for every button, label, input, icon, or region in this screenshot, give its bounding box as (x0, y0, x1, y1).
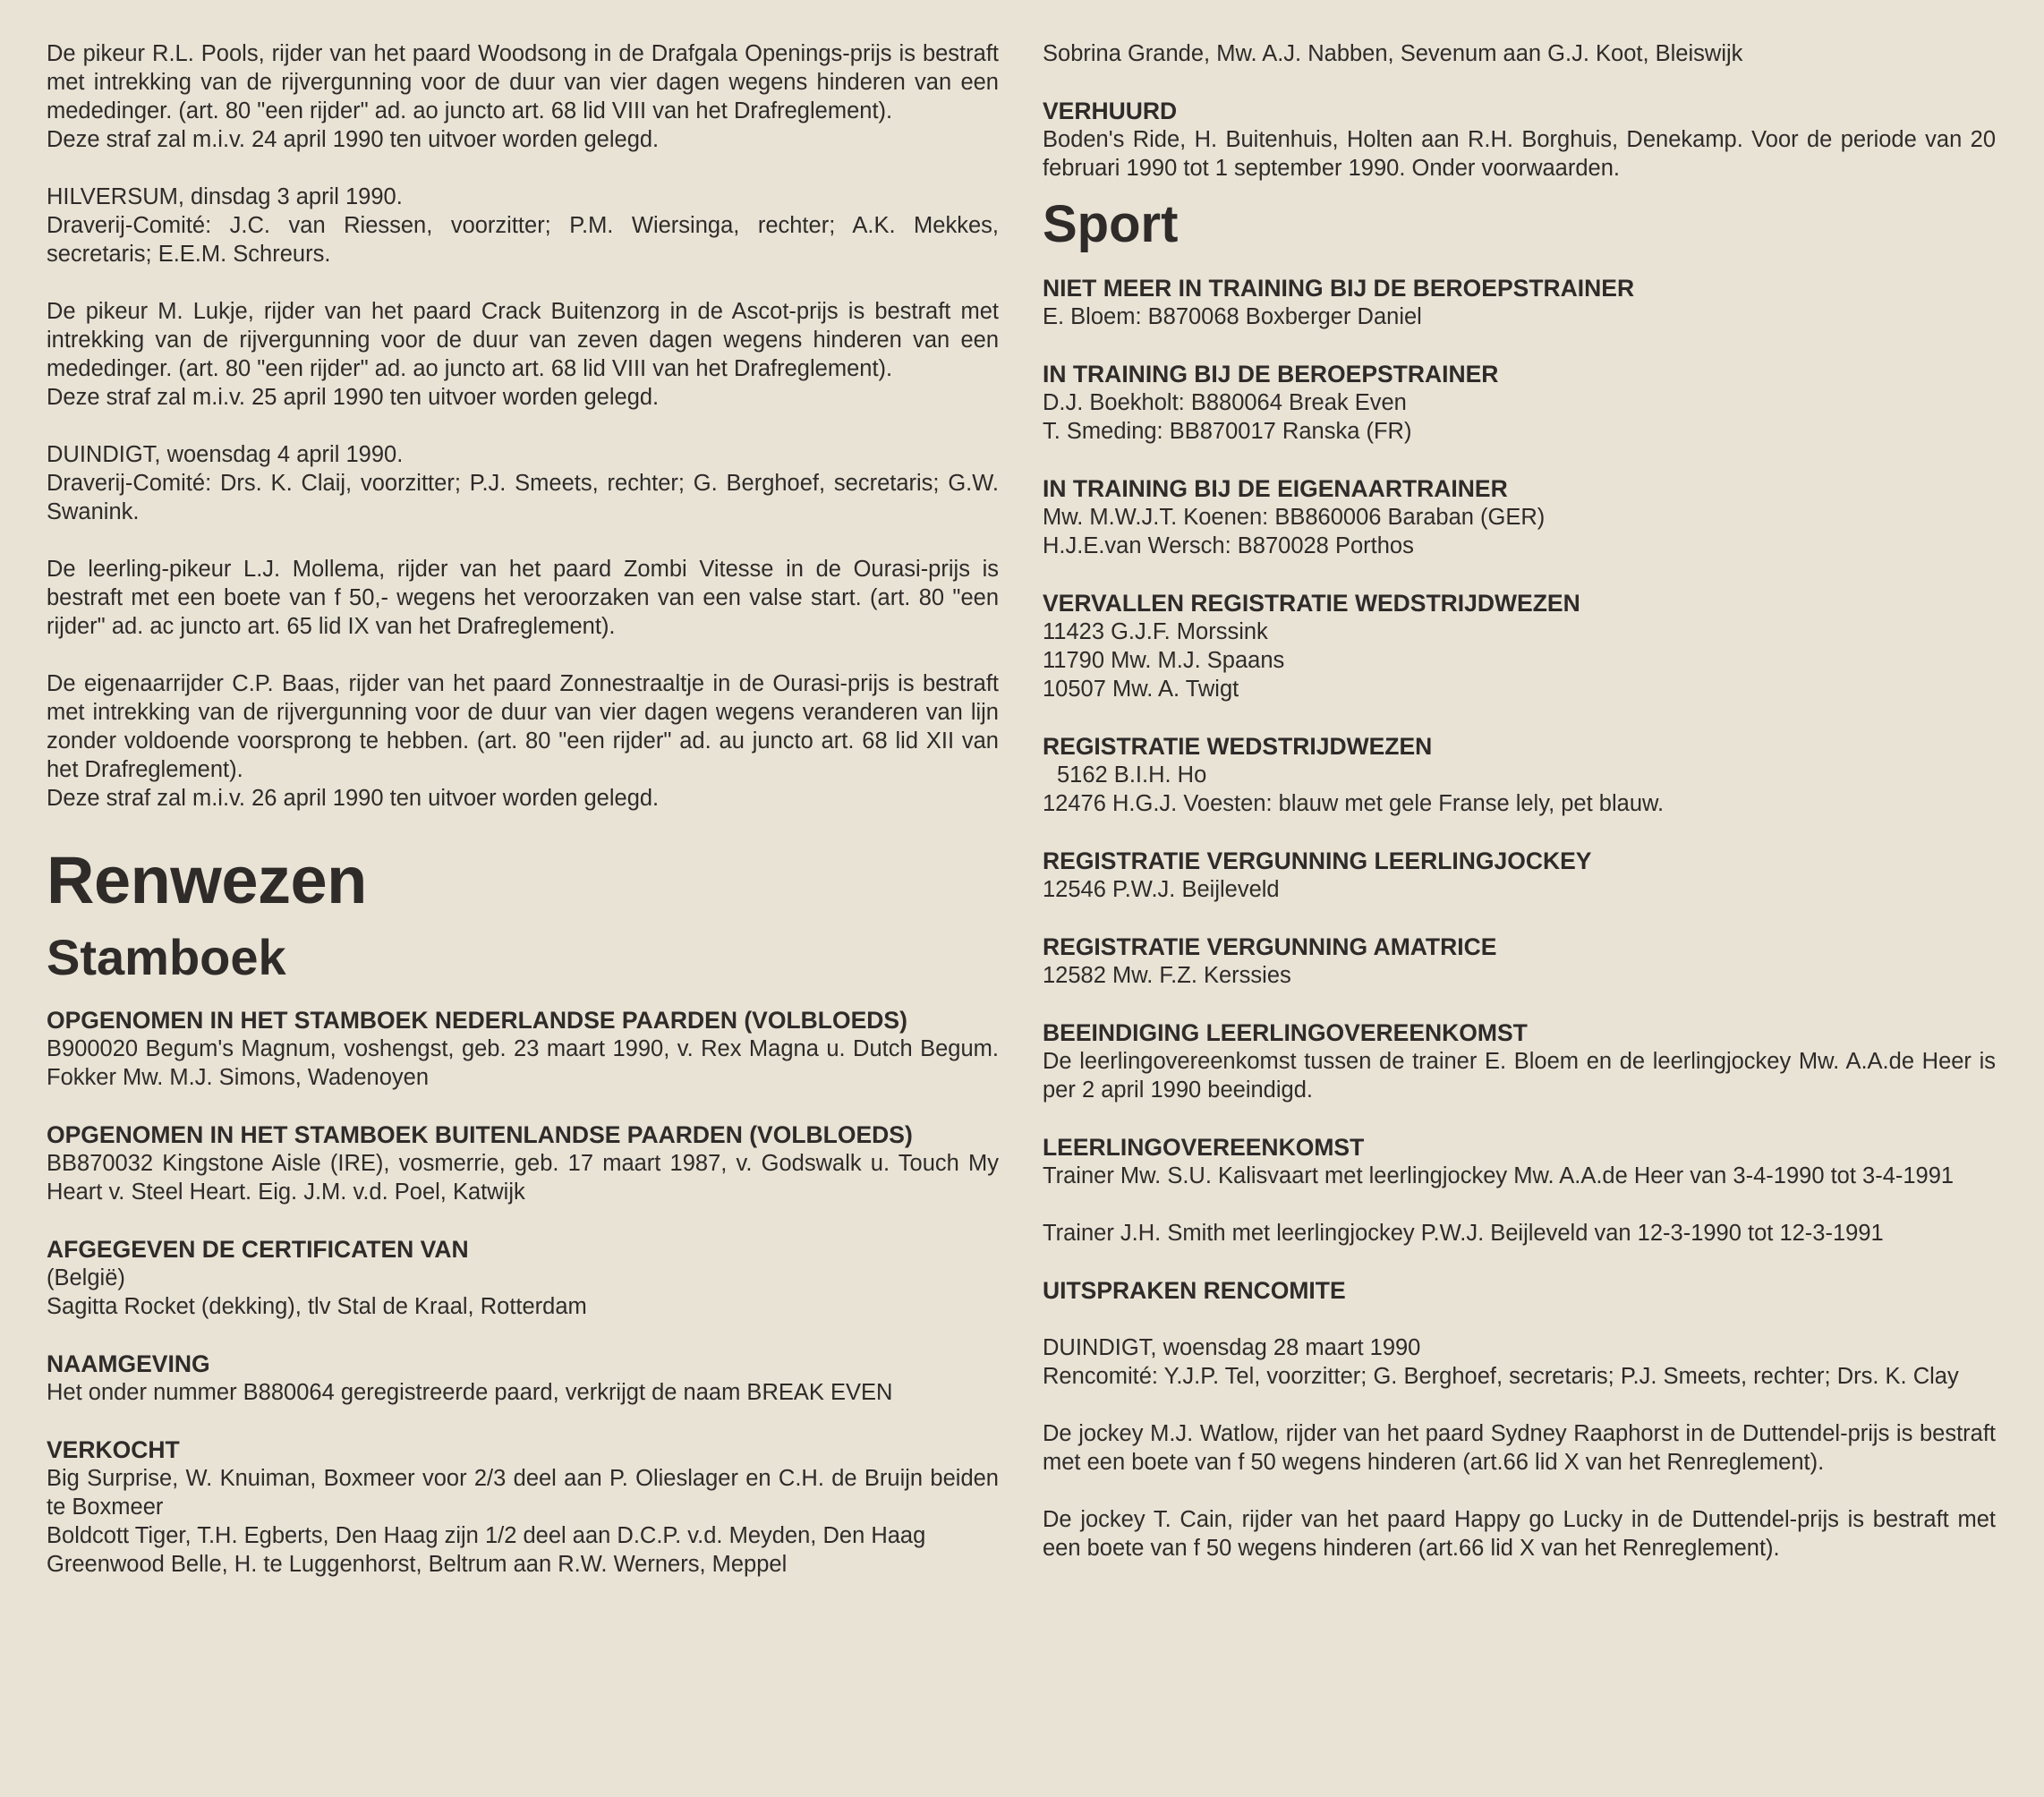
verkocht-block (47, 1435, 999, 1579)
list-item: Mw. M.W.J.T. Koenen: BB860006 Baraban (GER) (1043, 505, 1546, 530)
verkocht-item: Big Surprise, W. Knuiman, Boxmeer voor 2/3 deel aan P. Olieslager en C.H. de Bruijn beiden te Boxmeer (47, 1466, 999, 1520)
list-item: Trainer Mw. S.U. Kalisvaart met leerlingjockey Mw. A.A.de Heer van 3-4-1990 tot 3-4-1991 (1043, 1163, 1955, 1188)
baas-penalty-date: Deze straf zal m.i.v. 26 april 1990 ten uitvoer worden gelegd. (47, 786, 660, 811)
vergunning-leerlingjockey-heading: REGISTRATIE VERGUNNING LEERLINGJOCKEY (1043, 847, 1592, 874)
stamboek-nl-text: B900020 Begum's Magnum, voshengst, geb. 23 maart 1990, v. Rex Magna u. Dutch Begum. Fokker Mw. M.J. Simons, Wadenoyen (47, 1036, 999, 1090)
baas-ruling (47, 669, 999, 813)
list-item: Trainer J.H. Smith met leerlingjockey P.W.J. Beijleveld van 12-3-1990 tot 12-3-1991 (1043, 1221, 1884, 1246)
verkocht-item: Greenwood Belle, H. te Luggenhorst, Beltrum aan R.W. Werners, Meppel (47, 1552, 788, 1577)
certificaten-text: Sagitta Rocket (dekking), tlv Stal de Kraal, Rotterdam (47, 1294, 587, 1319)
list-item: E. Bloem: B870068 Boxberger Daniel (1043, 304, 1422, 329)
stamboek-bl-block (47, 1120, 999, 1206)
registratie-wedstrijdwezen-block (1043, 732, 1996, 818)
leerlingovereenkomst-block (1043, 1133, 1996, 1190)
subsection-title-stamboek: Stamboek (47, 929, 286, 985)
lukje-ruling (47, 297, 999, 412)
pools-ruling (47, 39, 999, 154)
naamgeving-heading: NAAMGEVING (47, 1350, 210, 1377)
naamgeving-text: Het onder nummer B880064 geregistreerde paard, verkrijgt de naam BREAK EVEN (47, 1380, 893, 1405)
beeindiging-block (1043, 1018, 1996, 1104)
verhuurd-block (1043, 97, 1996, 183)
section-title-renwezen: Renwezen (47, 843, 367, 917)
list-item: 11790 Mw. M.J. Spaans (1043, 648, 1285, 673)
pools-penalty-date: Deze straf zal m.i.v. 24 april 1990 ten uitvoer worden gelegd. (47, 127, 660, 152)
lukje-paragraph: De pikeur M. Lukje, rijder van het paard Crack Buitenzorg in de Ascot-prijs is bestraft met intrekking van de rijvergunning voor de duur van zeven dagen wegens hinderen van een mededinger. (art. 80 "een rijder" ad. ao juncto art. 68 lid VIII van het Drafreglement). (47, 299, 999, 381)
list-item: 12476 H.G.J. Voesten: blauw met gele Franse lely, pet blauw. (1043, 791, 1665, 816)
cain-paragraph: De jockey T. Cain, rijder van het paard Happy go Lucky in de Duttendel-prijs is bestraft met een boete van f 50 wegens hinderen (art.66 lid X van het Renreglement). (1043, 1507, 1996, 1561)
mollema-paragraph: De leerling-pikeur L.J. Mollema, rijder van het paard Zombi Vitesse in de Ourasi-prijs is bestraft met een boete van f 50,- wegens het veroorzaken van een valse start. (art. 80 "een rijder" ad. ac juncto art. 65 lid IX van het Drafreglement). (47, 557, 999, 639)
vergunning-amatrice-block (1043, 933, 1996, 990)
registratie-wedstrijdwezen-heading: REGISTRATIE WEDSTRIJDWEZEN (1043, 733, 1433, 760)
stamboek-bl-heading: OPGENOMEN IN HET STAMBOEK BUITENLANDSE PAARDEN (VOLBLOEDS) (47, 1121, 913, 1148)
list-item: 11423 G.J.F. Morssink (1043, 619, 1268, 644)
left-column (47, 39, 999, 1579)
vervallen-registratie-block (1043, 589, 1996, 703)
niet-meer-in-training-heading: NIET MEER IN TRAINING BIJ DE BEROEPSTRAINER (1043, 275, 1635, 302)
uitspraken-heading-block (1043, 1276, 1996, 1305)
watlow-paragraph: De jockey M.J. Watlow, rijder van het paard Sydney Raaphorst in de Duttendel-prijs is bestraft met een boete van f 50 wegens hinderen (art.66 lid X van het Renreglement). (1043, 1421, 1996, 1475)
verkocht-item: Boldcott Tiger, T.H. Egberts, Den Haag zijn 1/2 deel aan D.C.P. v.d. Meyden, Den Haag (47, 1523, 926, 1548)
list-item: D.J. Boekholt: B880064 Break Even (1043, 390, 1407, 415)
training-eigenaartrainer-heading: IN TRAINING BIJ DE EIGENAARTRAINER (1043, 475, 1508, 502)
verkocht-item: Sobrina Grande, Mw. A.J. Nabben, Sevenum aan G.J. Koot, Bleiswijk (1043, 41, 1743, 66)
list-item: 12546 P.W.J. Beijleveld (1043, 877, 1280, 902)
pools-paragraph: De pikeur R.L. Pools, rijder van het paard Woodsong in de Drafgala Openings-prijs is bestraft met intrekking van de rijvergunning voor de duur van vier dagen wegens hinderen van een mededinger. (art. 80 "een rijder" ad. ao juncto art. 68 lid VIII van het Drafreglement). (47, 41, 999, 123)
training-beroepstrainer-heading: IN TRAINING BIJ DE BEROEPSTRAINER (1043, 361, 1499, 388)
stamboek-nl-heading: OPGENOMEN IN HET STAMBOEK NEDERLANDSE PAARDEN (VOLBLOEDS) (47, 1007, 907, 1034)
list-item: T. Smeding: BB870017 Ranska (FR) (1043, 419, 1412, 444)
verhuurd-heading: VERHUURD (1043, 98, 1178, 124)
training-eigenaartrainer-block (1043, 474, 1996, 560)
beeindiging-heading: BEEINDIGING LEERLINGOVEREENKOMST (1043, 1019, 1528, 1046)
vergunning-amatrice-heading: REGISTRATIE VERGUNNING AMATRICE (1043, 933, 1497, 960)
baas-paragraph: De eigenaarrijder C.P. Baas, rijder van het paard Zonnestraaltje in de Ourasi-prijs is bestraft met intrekking van de rijvergunning voor de duur van vier dagen wegens veranderen van lijn zonder voldoende voorsprong te hebben. (art. 80 "een rijder" ad. au juncto art. 68 lid XII van het Drafreglement). (47, 671, 999, 782)
mollema-ruling (47, 555, 999, 641)
list-item: 10507 Mw. A. Twigt (1043, 677, 1239, 702)
section-title-sport: Sport (1043, 195, 1179, 253)
watlow-ruling (1043, 1419, 1996, 1477)
list-item: 12582 Mw. F.Z. Kerssies (1043, 963, 1291, 988)
certificaten-country: (België) (47, 1265, 125, 1290)
naamgeving-block (47, 1350, 999, 1407)
duindigt-date: DUINDIGT, woensdag 4 april 1990. (47, 442, 404, 467)
hilversum-date: HILVERSUM, dinsdag 3 april 1990. (47, 184, 403, 209)
duindigt-rencomite-block (1043, 1333, 1996, 1391)
verkocht-continued (1043, 39, 1996, 68)
niet-meer-in-training-block (1043, 274, 1996, 331)
verhuurd-text: Boden's Ride, H. Buitenhuis, Holten aan R.H. Borghuis, Denekamp. Voor de periode van 20 februari 1990 tot 1 september 1990. Onder voorwaarden. (1043, 127, 1996, 181)
cain-ruling (1043, 1505, 1996, 1563)
leerlingovereenkomst-second (1043, 1219, 1996, 1248)
uitspraken-rencomite-heading: UITSPRAKEN RENCOMITE (1043, 1277, 1346, 1304)
stamboek-nl-block (47, 1006, 999, 1092)
stamboek-bl-text: BB870032 Kingstone Aisle (IRE), vosmerrie, geb. 17 maart 1987, v. Godswalk u. Touch My Heart v. Steel Heart. Eig. J.M. v.d. Poel, Katwijk (47, 1151, 999, 1205)
verkocht-heading: VERKOCHT (47, 1436, 180, 1463)
training-beroepstrainer-block (1043, 360, 1996, 446)
duindigt-rencomite-date: DUINDIGT, woensdag 28 maart 1990 (1043, 1335, 1421, 1360)
vervallen-registratie-heading: VERVALLEN REGISTRATIE WEDSTRIJDWEZEN (1043, 590, 1580, 617)
beeindiging-text: De leerlingovereenkomst tussen de trainer E. Bloem en de leerlingjockey Mw. A.A.de Heer is per 2 april 1990 beeindigd. (1043, 1049, 1996, 1103)
leerlingovereenkomst-heading: LEERLINGOVEREENKOMST (1043, 1134, 1365, 1161)
certificaten-block (47, 1235, 999, 1321)
hilversum-comite: Draverij-Comité: J.C. van Riessen, voorzitter; P.M. Wiersinga, rechter; A.K. Mekkes, secretaris; E.E.M. Schreurs. (47, 213, 999, 267)
certificaten-heading: AFGEGEVEN DE CERTIFICATEN VAN (47, 1236, 469, 1263)
duindigt-comite: Draverij-Comité: Drs. K. Claij, voorzitter; P.J. Smeets, rechter; G. Berghoef, secretaris; G.W. Swanink. (47, 471, 999, 524)
lukje-penalty-date: Deze straf zal m.i.v. 25 april 1990 ten uitvoer worden gelegd. (47, 385, 660, 410)
right-column (1043, 39, 1996, 1563)
vergunning-leerlingjockey-block (1043, 847, 1996, 904)
hilversum-block (47, 183, 999, 268)
duindigt-block (47, 440, 999, 526)
list-item: 5162 B.I.H. Ho (1057, 762, 1207, 788)
rencomite-members: Rencomité: Y.J.P. Tel, voorzitter; G. Berghoef, secretaris; P.J. Smeets, rechter; Drs. K. Clay (1043, 1364, 1959, 1389)
list-item: H.J.E.van Wersch: B870028 Porthos (1043, 533, 1414, 558)
